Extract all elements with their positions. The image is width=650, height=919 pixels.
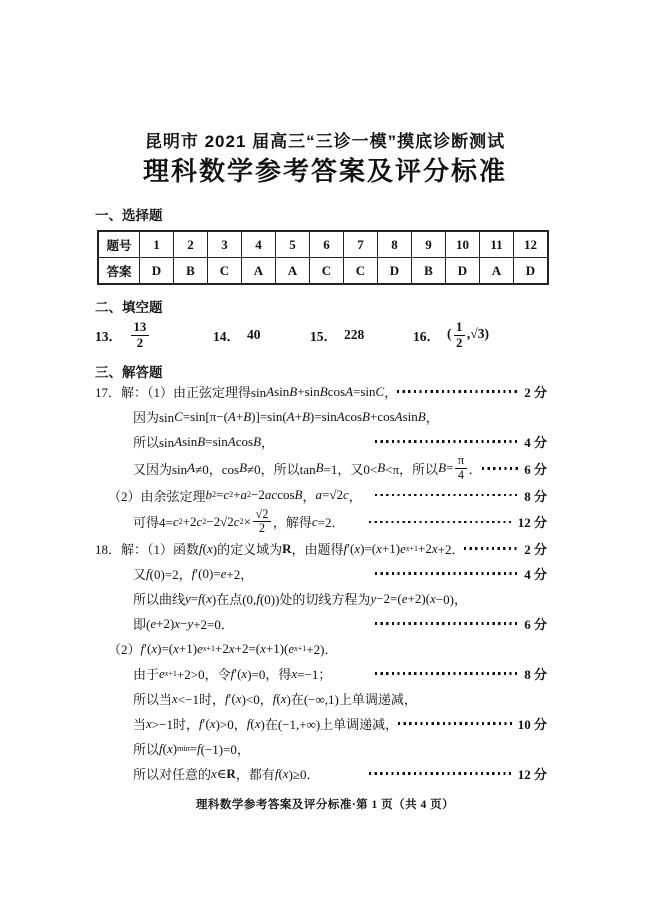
- solution-text: 所以曲线 y = f ( x )在点(0, f (0))处的切线方程为 y −2=( e +2)( x −0)，: [133, 590, 467, 608]
- blank-answer: 228: [344, 327, 365, 342]
- solution-text: 即( e +2) x − y +2=0．: [133, 615, 234, 633]
- blank-answer: $\frac{13}{2}$: [129, 320, 151, 350]
- solution-line: [95, 429, 547, 454]
- answer-row-label: 答案: [98, 258, 140, 285]
- solution-text: （2） f ′( x )=( x +1) e x+1 +2 x +2=( x +1)( e x+1 +2)．: [108, 640, 338, 658]
- page-footer: 理科数学参考答案及评分标准·第 1 页（共 4 页）: [195, 799, 455, 811]
- blank-item: [95, 320, 213, 350]
- solution-text: 因为sin C =sin[π−( A + B )]=sin( A + B )=sin A cos B +cos A sin B ，: [133, 408, 439, 425]
- answer-cell: C: [344, 258, 378, 285]
- question-number-row: [98, 231, 548, 258]
- solution-text: 17．解：（1）由正弦定理得sin A sin B +sin B cos A =sin C ，: [95, 383, 398, 400]
- answer-cell: A: [276, 258, 310, 285]
- blank-item: [213, 325, 310, 345]
- dot-leader: [375, 672, 520, 675]
- question-number-cell: 11: [480, 231, 514, 258]
- answer-cell: B: [174, 258, 208, 285]
- question-number-cell: 4: [242, 231, 276, 258]
- dot-leader: [398, 722, 514, 725]
- solution-text: 所以当 x <−1时， f ′( x )<0， f ( x )在(−∞,1)上单调递减，: [133, 690, 417, 708]
- solution-line: [95, 454, 547, 483]
- score-badge: 12 分: [517, 767, 547, 783]
- dot-leader: [375, 494, 520, 497]
- dot-leader: [375, 572, 520, 575]
- question-number-cell: 12: [514, 231, 549, 258]
- solution-line: [95, 611, 547, 636]
- solution-text: 所以sin A sin B =sin A cos B ，: [133, 433, 275, 450]
- page-title: 昆明市 2021 届高三“三诊一模”摸底诊断测试: [144, 132, 506, 151]
- section-heading-solution: 三、解答题: [95, 365, 163, 380]
- solution-text: 由于 e x+1 +2>0，令 f ′( x )=0，得 x =−1；: [133, 665, 332, 683]
- answer-cell: D: [446, 258, 480, 285]
- score-badge: 8 分: [524, 667, 547, 683]
- question-number-cell: 6: [310, 231, 344, 258]
- dot-leader: [482, 467, 521, 470]
- blank-number: 16．: [413, 329, 440, 344]
- answer-cell: C: [310, 258, 344, 285]
- question-row-label: 题号: [98, 231, 140, 258]
- solution-text: 又因为sin A ≠0，cos B ≠0，所以tan B =1，又0< B <π，所以 B = $\frac{\pi}{4}$ ．: [133, 453, 482, 482]
- score-badge: 12 分: [517, 515, 547, 531]
- solution-line: [95, 561, 547, 586]
- dot-leader: [464, 547, 520, 550]
- score-badge: 6 分: [524, 461, 547, 477]
- solution-text: 18．解：（1）函数 f ( x )的定义域为 R ，由题得 f ′( x )=( x +1) e x+1 +2 x +2．: [95, 540, 465, 558]
- question-number-cell: 1: [140, 231, 174, 258]
- solution-line: [95, 761, 547, 786]
- answer-cell: C: [208, 258, 242, 285]
- answer-cell: A: [242, 258, 276, 285]
- section-heading-blank: 二、填空题: [95, 300, 163, 315]
- dot-leader: [375, 440, 520, 443]
- score-badge: 2 分: [524, 542, 547, 558]
- answer-cell: D: [514, 258, 549, 285]
- dot-leader: [397, 390, 520, 393]
- blank-answer: ( $\frac{1}{2}$ ,√3): [447, 320, 489, 350]
- blank-item: [310, 325, 413, 345]
- question-number-cell: 5: [276, 231, 310, 258]
- solution-text: （2）由余弦定理 b 2 = c 2 + a 2 −2 a c cos B ， a =√2 c ，: [108, 487, 362, 504]
- blank-number: 13．: [95, 329, 122, 344]
- section-heading-choice: 一、选择题: [95, 208, 163, 223]
- question-number-cell: 8: [378, 231, 412, 258]
- blank-answers: [95, 314, 550, 356]
- blank-number: 15．: [310, 329, 337, 344]
- solution-line: [95, 379, 547, 404]
- blank-answer: 40: [247, 327, 261, 342]
- dot-leader: [369, 521, 514, 524]
- solution-line: [95, 586, 547, 611]
- solution-text: 可得4= c 2 +2 c 2 −2√2 c 2 × $\frac{√2}{2}$ ，解得 c =2．: [133, 506, 345, 536]
- page-subtitle: 理科数学参考答案及评分标准: [142, 156, 507, 186]
- solution-line: [95, 508, 547, 537]
- question-number-cell: 9: [412, 231, 446, 258]
- solution-text: 当 x >−1时， f ′( x )>0， f ( x )在(−1,+∞)上单调递减，: [133, 715, 399, 733]
- answer-cell: D: [378, 258, 412, 285]
- answer-cell: B: [412, 258, 446, 285]
- answer-cell: A: [480, 258, 514, 285]
- answer-cell: D: [140, 258, 174, 285]
- solution-line: [95, 711, 547, 736]
- score-badge: 6 分: [524, 617, 547, 633]
- solution-lines: [95, 379, 547, 786]
- solution-line: [95, 736, 547, 761]
- question-number-cell: 2: [174, 231, 208, 258]
- solution-text: 所以 f ( x ) min = f (−1)=0，: [133, 740, 250, 758]
- solution-line: [95, 661, 547, 686]
- dot-leader: [369, 772, 514, 775]
- solution-line: [95, 483, 547, 508]
- blank-number: 14．: [213, 329, 240, 344]
- solution-line: [95, 636, 547, 661]
- score-badge: 4 分: [524, 435, 547, 450]
- solution-line: [95, 686, 547, 711]
- solution-line: [95, 404, 547, 429]
- solution-text: 又 f (0)=2， f ′(0)= e +2，: [133, 565, 254, 583]
- score-badge: 4 分: [524, 567, 547, 583]
- solution-line: [95, 536, 547, 561]
- answer-row: [98, 258, 548, 285]
- question-number-cell: 3: [208, 231, 242, 258]
- solution-text: 所以对任意的 x ∈ R ，都有 f ( x )≥0．: [133, 765, 320, 783]
- score-badge: 2 分: [524, 385, 547, 400]
- score-badge: 8 分: [524, 488, 547, 504]
- choice-answer-table: [97, 230, 549, 285]
- dot-leader: [375, 622, 520, 625]
- blank-item: [413, 320, 489, 350]
- question-number-cell: 10: [446, 231, 480, 258]
- question-number-cell: 7: [344, 231, 378, 258]
- score-badge: 10 分: [517, 717, 547, 733]
